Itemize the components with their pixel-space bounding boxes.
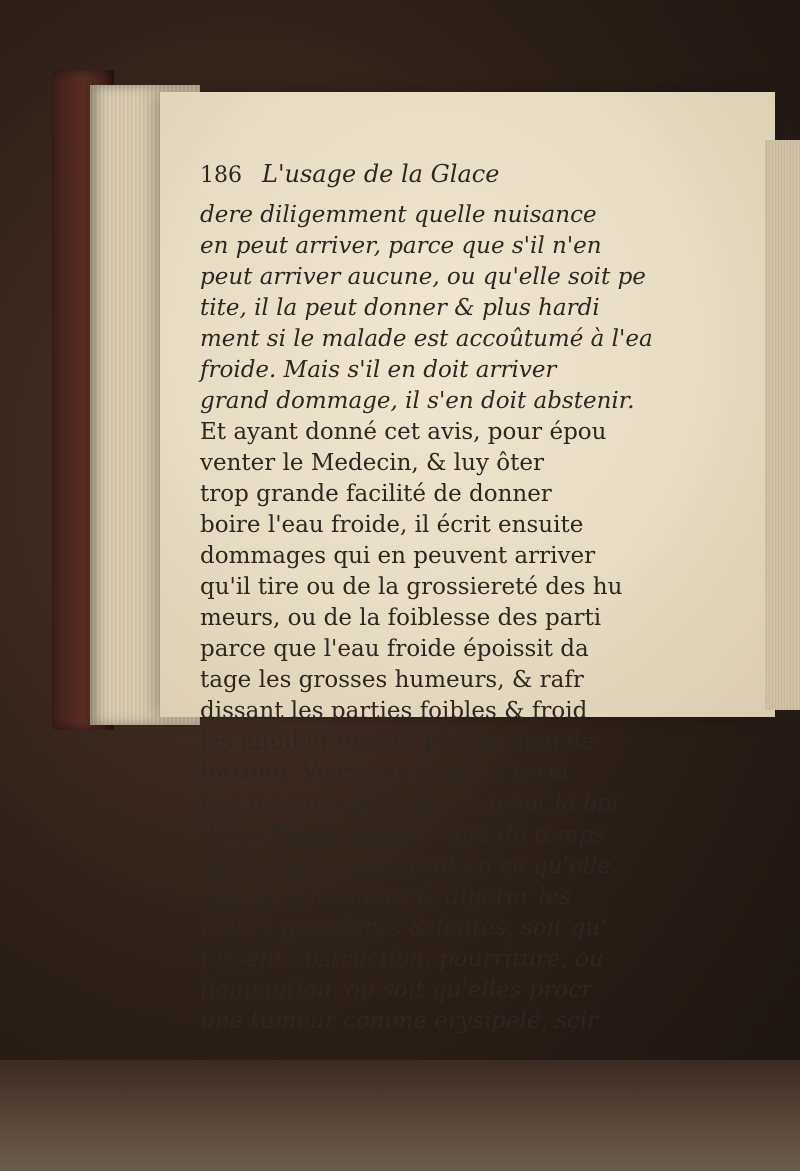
text-line: pesche d'attenüer & digerer les bbox=[200, 884, 572, 910]
text-lines bbox=[200, 200, 800, 1037]
text-line: dommages qui en peuvent arriver bbox=[200, 543, 596, 569]
text-line: d'eau froide donnée hors de temps bbox=[200, 822, 606, 848]
text-line: les affoiblit encore plus au lieu de bbox=[200, 729, 596, 755]
text-line: parce que l'eau froide époissit da bbox=[200, 636, 589, 662]
text-line: peut arriver aucune, ou qu'elle soit pe bbox=[200, 264, 646, 290]
table-surface bbox=[0, 1060, 800, 1171]
page-header bbox=[200, 160, 800, 200]
page-number: 186 bbox=[200, 163, 242, 188]
page-text bbox=[200, 160, 800, 1034]
text-line: fortifier. Voicy ses propres term bbox=[200, 760, 570, 786]
text-line: flammation, ou soit qu'elles procr bbox=[200, 977, 593, 1003]
text-line: Les incommodités qui suivent la boi bbox=[200, 791, 619, 817]
text-line: dissant les parties foibles & froid bbox=[200, 698, 588, 724]
running-head: L'usage de la Glace bbox=[262, 160, 500, 188]
text-line: Et ayant donné cet avis, pour épou bbox=[200, 419, 607, 445]
text-line: boire l'eau froide, il écrit ensuite bbox=[200, 512, 584, 538]
text-line: grand dommage, il s'en doit abstenir. bbox=[200, 388, 635, 414]
text-line: tite, il la peut donner & plus hardi bbox=[200, 295, 600, 321]
text-line: froide. Mais s'il en doit arriver bbox=[200, 357, 557, 383]
text-line: une tumeur comme erysipelé, scir bbox=[200, 1008, 599, 1034]
text-line: fassent obstruction, pourriture, ou bbox=[200, 946, 604, 972]
text-line: de mesure, consistent en ce qu'elle bbox=[200, 853, 611, 879]
text-line: trop grande facilité de donner bbox=[200, 481, 552, 507]
text-line: qu'il tire ou de la grossiereté des hu bbox=[200, 574, 623, 600]
text-line: tage les grosses humeurs, & rafr bbox=[200, 667, 584, 693]
text-line: meurs, ou de la foiblesse des parti bbox=[200, 605, 602, 631]
text-line: en peut arriver, parce que s'il n'en bbox=[200, 233, 602, 259]
text-line: meurs grossieres & lentes, soit qu' bbox=[200, 915, 607, 941]
text-line: venter le Medecin, & luy ôter bbox=[200, 450, 544, 476]
text-line: dere diligemment quelle nuisance bbox=[200, 202, 597, 228]
text-line: ment si le malade est accoûtumé à l'ea bbox=[200, 326, 653, 352]
